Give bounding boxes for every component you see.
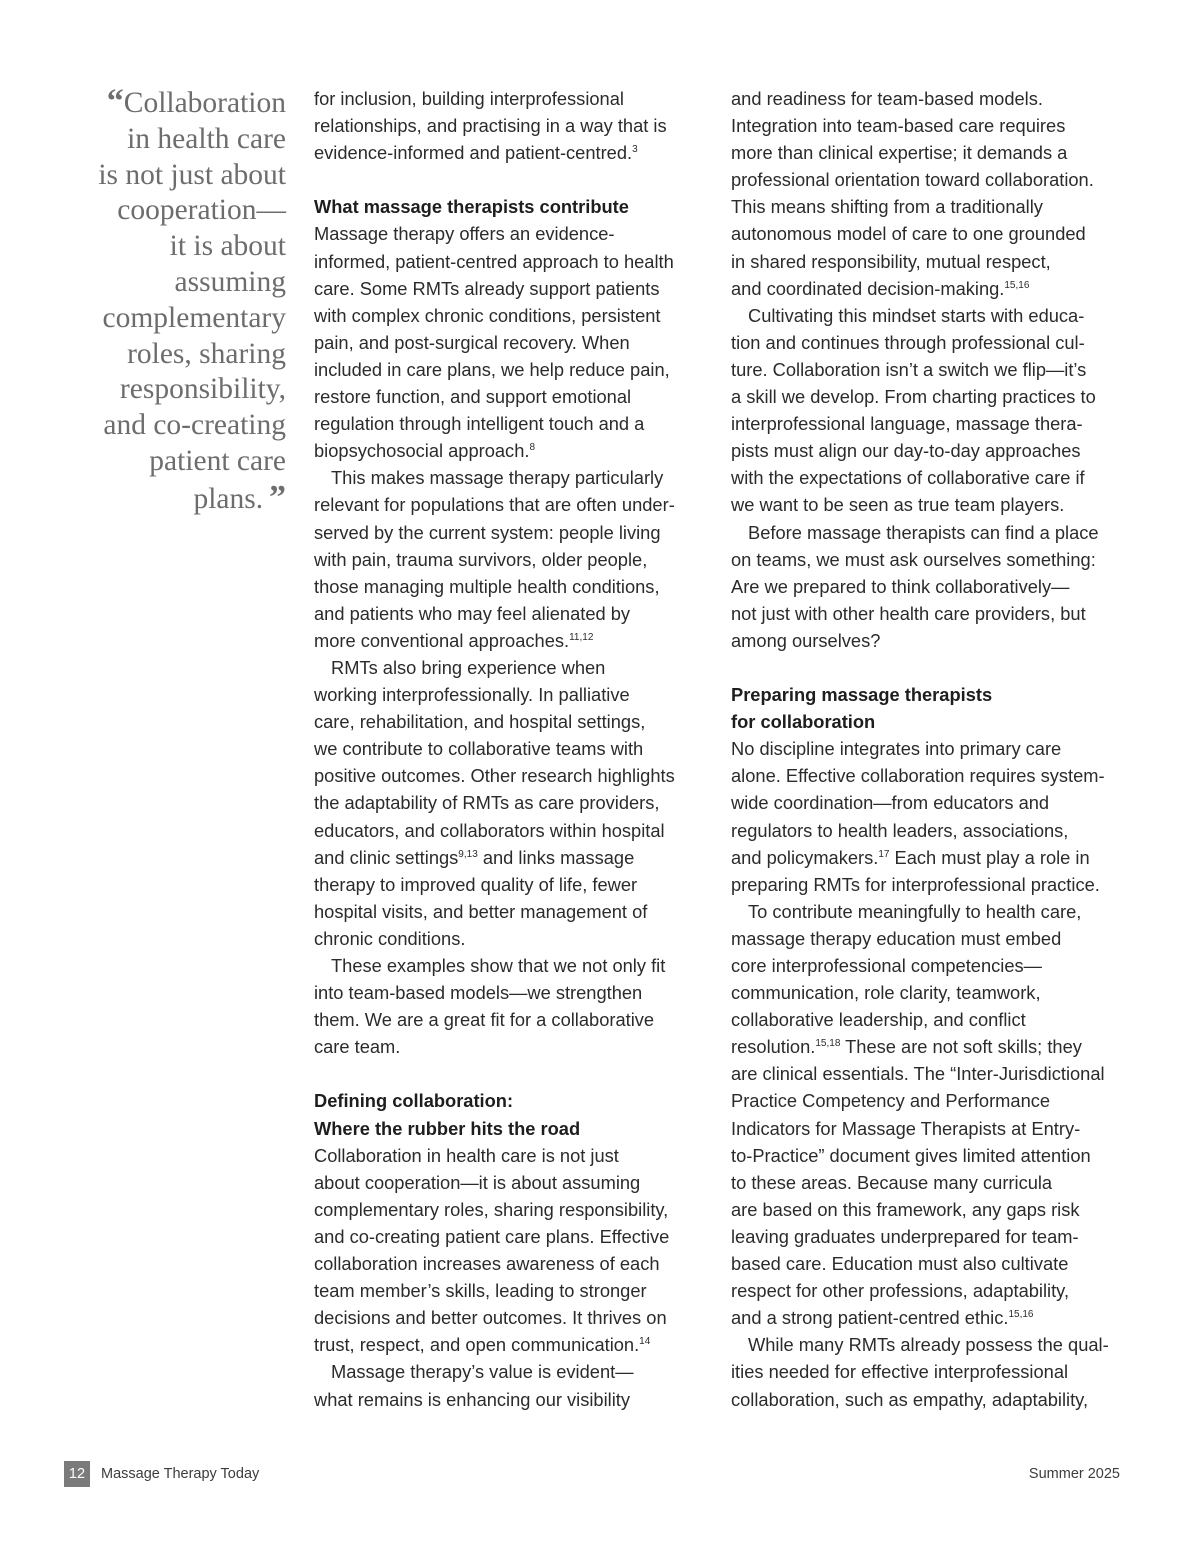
line-text: RMTs also bring experience when [331, 656, 606, 678]
pull-quote-text: Collaboration [123, 87, 286, 119]
text-line [314, 871, 734, 898]
line-text: Where the rubber hits the road [314, 1117, 581, 1139]
text-line [314, 275, 734, 302]
text-line [731, 220, 1131, 247]
line-text: care, rehabilitation, and hospital settings, [314, 711, 646, 733]
pull-quote-line [60, 265, 286, 301]
pull-quote-line [60, 408, 286, 444]
text-line [314, 817, 734, 844]
line-text: complementary roles, sharing responsibility, [314, 1198, 669, 1220]
text-line [731, 735, 1131, 762]
text-line [314, 220, 734, 247]
line-text: communication, role clarity, teamwork, [731, 982, 1041, 1004]
line-text: are based on this framework, any gaps risk [731, 1198, 1080, 1220]
text-line [314, 356, 734, 383]
pull-quote-line [60, 444, 286, 480]
text-line [314, 844, 734, 871]
line-text: relevant for populations that are often under- [314, 494, 675, 516]
line-text: educators, and collaborators within hospital [314, 819, 665, 841]
line-text: collaboration increases awareness of each [314, 1253, 660, 1275]
line-text: informed, patient-centred approach to health [314, 250, 674, 272]
line-text: professional orientation toward collaboration. [731, 169, 1094, 191]
text-line [731, 1386, 1131, 1413]
section-heading [731, 708, 1131, 735]
line-text: more than clinical expertise; it demands a [731, 142, 1068, 164]
paragraph-gap [731, 654, 1131, 681]
line-text: core interprofessional competencies— [731, 955, 1042, 976]
citation-ref: 11,12 [569, 631, 594, 643]
line-text: pain, and post-surgical recovery. When [314, 331, 630, 353]
line-text: trust, respect, and open communication. [314, 1334, 640, 1356]
line-text: massage therapy education must embed [731, 927, 1062, 949]
line-text: Before massage therapists can find a place [748, 521, 1099, 543]
text-line [731, 1223, 1131, 1250]
line-text: decisions and better outcomes. It thrives on [314, 1307, 667, 1329]
line-text: This means shifting from a traditionally [731, 196, 1043, 218]
citation-ref: 15,18 [815, 1038, 841, 1050]
line-text: leaving graduates underprepared for team- [731, 1225, 1079, 1247]
text-line [731, 1304, 1131, 1331]
text-line [314, 708, 734, 735]
line-text: those managing multiple health conditions, [314, 575, 660, 597]
pull-quote-line [60, 84, 286, 122]
line-text: for inclusion, building interprofessional [314, 88, 624, 109]
text-line [314, 789, 734, 816]
text-line [314, 112, 734, 139]
text-line [731, 573, 1131, 600]
text-line [731, 1250, 1131, 1277]
section-heading [314, 193, 734, 220]
text-line [731, 1087, 1131, 1114]
line-text: Integration into team-based care requires [731, 115, 1066, 137]
line-text: collaboration, such as empathy, adaptability, [731, 1388, 1089, 1410]
line-text: are clinical essentials. The “Inter-Jurisdictional [731, 1063, 1105, 1085]
pull-quote-text: is not just about [98, 158, 286, 191]
text-line [731, 979, 1131, 1006]
pull-quote-text: complementary [102, 301, 286, 334]
line-text: Preparing massage therapists [731, 684, 993, 706]
line-text: and patients who may feel alienated by [314, 602, 631, 624]
text-line [731, 112, 1131, 139]
line-text: care team. [314, 1036, 401, 1058]
line-text: on teams, we must ask ourselves something: [731, 548, 1096, 570]
text-line [314, 1358, 734, 1385]
text-line [314, 952, 734, 979]
line-text: positive outcomes. Other research highlights [314, 765, 675, 787]
citation-ref: 17 [878, 848, 890, 860]
line-text: to these areas. Because many curricula [731, 1171, 1053, 1193]
line-text: preparing RMTs for interprofessional practice. [731, 873, 1100, 895]
line-text: team member’s skills, leading to stronger [314, 1280, 647, 1302]
text-line [314, 139, 734, 166]
text-line [314, 1033, 734, 1060]
text-line [731, 139, 1131, 166]
text-line [731, 1196, 1131, 1223]
line-text: pists must align our day-to-day approaches [731, 440, 1081, 462]
text-line [731, 952, 1131, 979]
line-text: them. We are a great fit for a collaborative [314, 1009, 655, 1031]
text-line [314, 329, 734, 356]
text-line [731, 1033, 1131, 1060]
page-number: 12 [64, 1461, 90, 1487]
line-text: and policymakers. [731, 846, 879, 868]
line-text: with complex chronic conditions, persistent [314, 304, 661, 326]
text-line [314, 600, 734, 627]
line-text: While many RMTs already possess the qual- [748, 1334, 1109, 1356]
text-line [731, 898, 1131, 925]
line-text: and co-creating patient care plans. Effective [314, 1225, 670, 1247]
text-line [314, 573, 734, 600]
pull-quote-text: plans. [193, 482, 264, 515]
text-line [731, 1115, 1131, 1142]
text-line [314, 464, 734, 491]
pull-quote-text: assuming [174, 265, 286, 298]
pull-quote-text: patient care [149, 444, 286, 477]
text-line [314, 1142, 734, 1169]
pull-quote-line [60, 337, 286, 373]
line-text: biopsychosocial approach. [314, 440, 530, 462]
line-text-after: Each must play a role in [889, 846, 1090, 868]
body-column-1 [314, 85, 734, 1413]
text-line [314, 248, 734, 275]
text-line [731, 871, 1131, 898]
publication-title: Massage Therapy Today [101, 1466, 260, 1482]
text-line [314, 437, 734, 464]
text-line [314, 979, 734, 1006]
line-text: regulators to health leaders, associations, [731, 819, 1069, 841]
line-text: regulation through intelligent touch and a [314, 413, 645, 435]
line-text: What massage therapists contribute [314, 196, 629, 218]
text-line [314, 681, 734, 708]
paragraph-gap [314, 1060, 734, 1087]
text-line [731, 491, 1131, 518]
line-text: among ourselves? [731, 629, 881, 651]
text-line [731, 519, 1131, 546]
text-line [731, 1006, 1131, 1033]
text-line [314, 654, 734, 681]
line-text: with the expectations of collaborative care if [731, 467, 1085, 489]
line-text: interprofessional language, massage thera- [731, 413, 1083, 435]
text-line [731, 302, 1131, 329]
line-text: Massage therapy offers an evidence- [314, 223, 615, 245]
pull-quote-line [60, 122, 286, 158]
line-text: Are we prepared to think collaboratively— [731, 575, 1070, 597]
line-text: based care. Education must also cultivate [731, 1253, 1069, 1275]
page-footer [64, 1461, 1120, 1487]
text-line [731, 275, 1131, 302]
text-line [314, 1277, 734, 1304]
citation-ref: 14 [639, 1336, 651, 1348]
text-line [731, 248, 1131, 275]
text-line [314, 85, 734, 112]
text-line [314, 519, 734, 546]
line-text: therapy to improved quality of life, fewer [314, 873, 638, 895]
line-text: in shared responsibility, mutual respect, [731, 250, 1051, 272]
text-line [314, 925, 734, 952]
pull-quote-line [60, 372, 286, 408]
text-line [731, 356, 1131, 383]
text-line [314, 627, 734, 654]
open-quote-mark: “ [106, 83, 124, 120]
text-line [314, 1196, 734, 1223]
line-text: and coordinated decision-making. [731, 277, 1005, 299]
line-text: into team-based models—we strengthen [314, 982, 643, 1004]
line-text: to-Practice” document gives limited attention [731, 1144, 1091, 1166]
paragraph-gap [314, 166, 734, 193]
line-text: These examples show that we not only fit [331, 955, 666, 976]
pull-quote-text: roles, sharing [127, 337, 286, 370]
text-line [731, 762, 1131, 789]
section-heading [731, 681, 1131, 708]
line-text: This makes massage therapy particularly [331, 467, 664, 489]
line-text: No discipline integrates into primary care [731, 738, 1062, 760]
line-text: evidence-informed and patient-centred. [314, 142, 633, 164]
line-text: Practice Competency and Performance [731, 1090, 1051, 1112]
pull-quote-text: it is about [169, 230, 286, 263]
text-line [731, 1169, 1131, 1196]
text-line [731, 1331, 1131, 1358]
text-line [314, 1304, 734, 1331]
text-line [731, 410, 1131, 437]
pull-quote-line [60, 229, 286, 265]
citation-ref: 3 [632, 144, 638, 156]
text-line [731, 383, 1131, 410]
line-text: Cultivating this mindset starts with educa- [748, 304, 1085, 326]
line-text: resolution. [731, 1036, 816, 1058]
issue-date: Summer 2025 [1028, 1466, 1120, 1482]
line-text-after: These are not soft skills; they [840, 1036, 1082, 1058]
text-line [314, 1386, 734, 1413]
line-text: a skill we develop. From charting practices to [731, 386, 1096, 408]
line-text: ities needed for effective interprofessional [731, 1361, 1069, 1383]
text-line [731, 1060, 1131, 1087]
line-text: we contribute to collaborative teams with [314, 738, 644, 760]
text-line [731, 1358, 1131, 1385]
text-line [731, 789, 1131, 816]
text-line [731, 925, 1131, 952]
text-line [731, 1142, 1131, 1169]
section-heading [314, 1087, 734, 1114]
line-text: not just with other health care providers, but [731, 602, 1086, 624]
line-text: Indicators for Massage Therapists at Entry- [731, 1117, 1081, 1139]
line-text: about cooperation—it is about assuming [314, 1171, 641, 1193]
line-text: and readiness for team-based models. [731, 88, 1043, 109]
text-line [314, 1331, 734, 1358]
pull-quote-text: cooperation— [117, 194, 286, 227]
pull-quote-text: and co-creating [103, 409, 286, 442]
line-text: chronic conditions. [314, 927, 466, 949]
line-text: Massage therapy’s value is evident— [331, 1361, 634, 1383]
text-line [731, 1277, 1131, 1304]
line-text: respect for other professions, adaptability, [731, 1280, 1070, 1302]
text-line [314, 302, 734, 329]
section-heading [314, 1115, 734, 1142]
line-text: alone. Effective collaboration requires system- [731, 765, 1105, 787]
text-line [314, 762, 734, 789]
text-line [314, 383, 734, 410]
pull-quote-text: responsibility, [119, 373, 286, 406]
line-text: ture. Collaboration isn’t a switch we flip—it’s [731, 358, 1087, 380]
text-line [731, 85, 1131, 112]
text-line [731, 329, 1131, 356]
line-text: what remains is enhancing our visibility [314, 1388, 631, 1410]
line-text: autonomous model of care to one grounded [731, 223, 1086, 245]
pull-quote-line [60, 480, 286, 518]
line-text: collaborative leadership, and conflict [731, 1009, 1026, 1031]
text-line [731, 193, 1131, 220]
citation-ref: 15,16 [1004, 279, 1030, 291]
pull-quote-line [60, 301, 286, 337]
line-text: To contribute meaningfully to health care, [748, 900, 1082, 922]
text-line [314, 1250, 734, 1277]
line-text: included in care plans, we help reduce pain, [314, 358, 670, 380]
line-text: for collaboration [731, 711, 876, 733]
text-line [314, 898, 734, 925]
pull-quote-line [60, 158, 286, 194]
text-line [731, 627, 1131, 654]
text-line [314, 491, 734, 518]
text-line [731, 546, 1131, 573]
pull-quote-text: in health care [127, 122, 286, 155]
line-text: served by the current system: people living [314, 521, 661, 543]
pull-quote [60, 84, 286, 518]
line-text: and clinic settings [314, 846, 459, 868]
pull-quote-line [60, 193, 286, 229]
text-line [314, 1223, 734, 1250]
text-line [314, 1169, 734, 1196]
line-text: the adaptability of RMTs as care providers, [314, 792, 660, 814]
line-text: restore function, and support emotional [314, 386, 632, 408]
text-line [314, 410, 734, 437]
line-text-after: and links massage [477, 846, 635, 868]
line-text: with pain, trauma survivors, older people, [314, 548, 648, 570]
line-text: more conventional approaches. [314, 629, 570, 651]
citation-ref: 15,16 [1008, 1309, 1034, 1321]
line-text: wide coordination—from educators and [731, 792, 1050, 814]
line-text: relationships, and practising in a way that is [314, 115, 667, 137]
text-line [731, 844, 1131, 871]
line-text: working interprofessionally. In palliative [314, 684, 630, 706]
text-line [731, 817, 1131, 844]
text-line [731, 464, 1131, 491]
text-line [731, 600, 1131, 627]
citation-ref: 9,13 [458, 848, 478, 860]
line-text: hospital visits, and better management of [314, 900, 648, 922]
text-line [731, 437, 1131, 464]
text-line [731, 166, 1131, 193]
text-line [314, 735, 734, 762]
citation-ref: 8 [529, 442, 536, 454]
line-text: Collaboration in health care is not just [314, 1144, 619, 1166]
line-text: tion and continues through professional cul- [731, 331, 1085, 353]
line-text: care. Some RMTs already support patients [314, 277, 660, 299]
body-column-2 [731, 85, 1131, 1413]
line-text: and a strong patient-centred ethic. [731, 1307, 1009, 1329]
line-text: Defining collaboration: [314, 1090, 514, 1112]
close-quote-mark: ” [269, 478, 286, 516]
text-line [314, 546, 734, 573]
line-text: we want to be seen as true team players. [731, 494, 1065, 516]
text-line [314, 1006, 734, 1033]
